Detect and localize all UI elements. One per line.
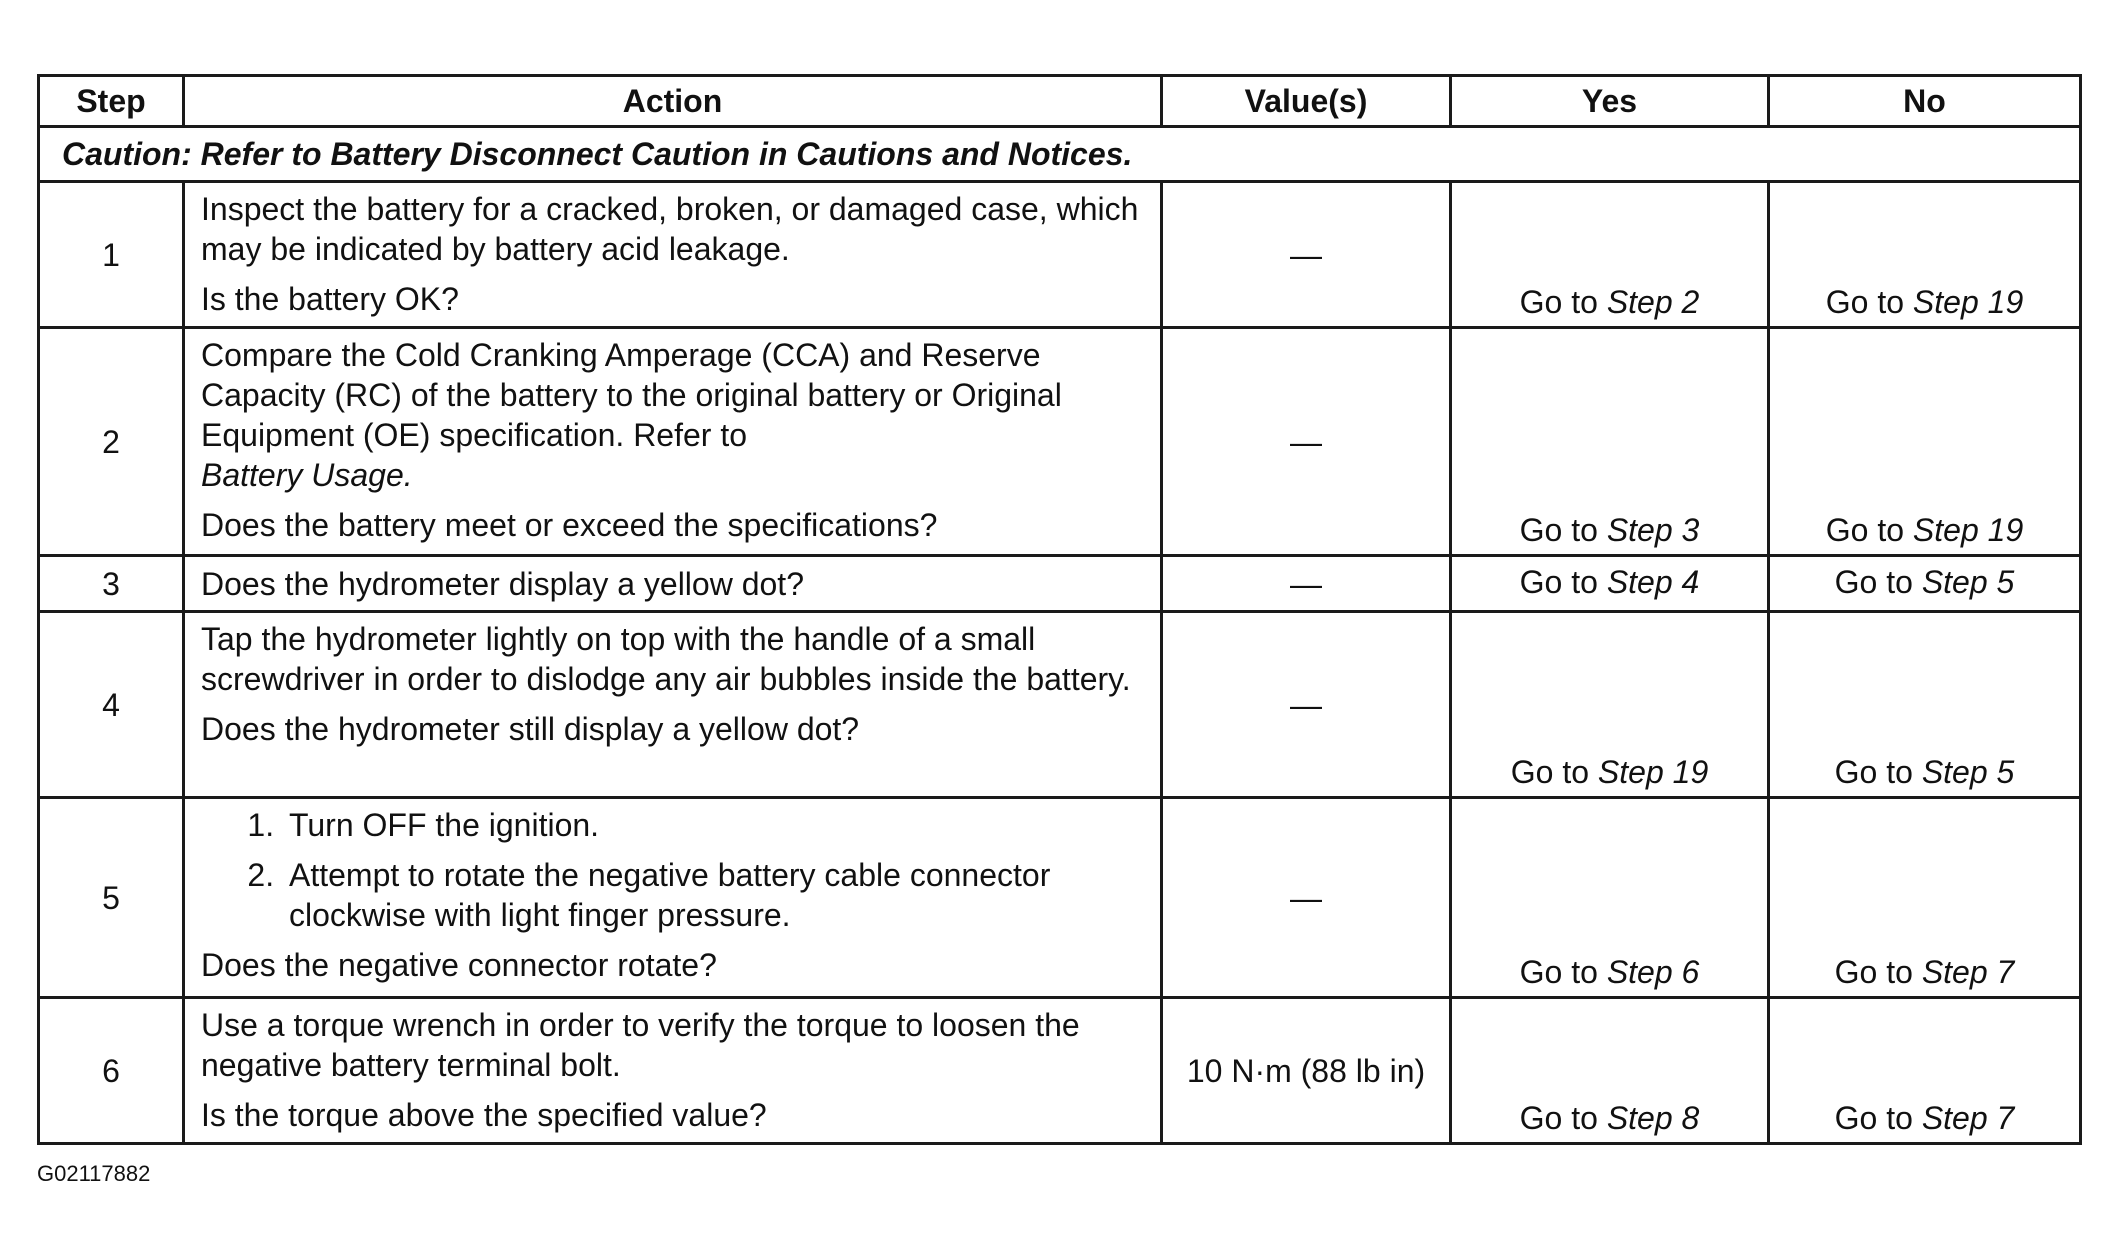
table-row [39,998,2081,1144]
action-question: Does the battery meet or exceed the specifications? [201,507,938,543]
caution-row [39,127,2081,182]
header-step: Step [39,76,184,127]
action-question: Is the battery OK? [201,281,459,317]
yes-step-link: Step 8 [1606,1100,1700,1136]
table-row [39,328,2081,556]
no-cell [1769,556,2081,612]
yes-prefix: Go to [1510,754,1598,790]
yes-prefix: Go to [1519,284,1607,320]
action-question: Does the hydrometer display a yellow dot? [201,565,804,602]
action-cell [184,556,1162,612]
action-instruction: Tap the hydrometer lightly on top with the handle of a small screwdriver in order to dislodge any air bubbles inside the battery. [201,621,1131,697]
diagnostic-table [37,74,2082,1145]
yes-step-link: Step 19 [1597,754,1709,790]
no-step-link: Step 5 [1921,754,2015,790]
no-cell [1769,612,2081,798]
action-cell [184,182,1162,328]
action-instruction: Inspect the battery for a cracked, broken, or damaged case, which may be indicated by battery acid leakage. [201,191,1139,267]
no-step-link: Step 7 [1921,1100,2015,1136]
no-cell [1769,182,2081,328]
yes-prefix: Go to [1519,512,1607,548]
yes-cell [1451,612,1769,798]
no-prefix: Go to [1834,563,1922,600]
header-yes: Yes [1451,76,1769,127]
table-row [39,798,2081,998]
no-prefix: Go to [1834,754,1922,790]
instruction-text: Compare the Cold Cranking Amperage (CCA) and Reserve Capacity (RC) of the battery to the original battery or Original Equipment (OE) specification. Refer to [201,337,1062,453]
substep-list [201,805,1150,935]
action-instruction [201,335,1150,495]
value-cell: — [1162,182,1451,328]
no-cell [1769,998,2081,1144]
no-prefix: Go to [1825,284,1913,320]
step-number: 2 [39,328,184,556]
substep-item: 2. Attempt to rotate the negative battery cable connector clockwise with light finger pressure. [283,855,1150,935]
step-number: 3 [39,556,184,612]
step-number: 6 [39,998,184,1144]
value-cell: — [1162,556,1451,612]
action-question: Does the negative connector rotate? [201,947,717,983]
action-question: Does the hydrometer still display a yellow dot? [201,711,860,747]
no-cell [1769,798,2081,998]
caution-text: Caution: Refer to Battery Disconnect Caution in Cautions and Notices. [39,127,2081,182]
action-cell [184,612,1162,798]
yes-cell [1451,998,1769,1144]
value-cell: — [1162,328,1451,556]
action-cell [184,328,1162,556]
no-prefix: Go to [1834,954,1922,990]
header-row [39,76,2081,127]
figure-id: G02117882 [37,1161,151,1186]
action-cell [184,998,1162,1144]
yes-prefix: Go to [1519,563,1607,600]
yes-cell [1451,798,1769,998]
step-number: 1 [39,182,184,328]
yes-cell [1451,556,1769,612]
table-row [39,182,2081,328]
step-number: 4 [39,612,184,798]
yes-step-link: Step 3 [1606,512,1700,548]
value-cell: — [1162,612,1451,798]
yes-prefix: Go to [1519,954,1607,990]
yes-step-link: Step 2 [1606,284,1700,320]
table-row [39,612,2081,798]
yes-cell [1451,182,1769,328]
value-cell: 10 N·m (88 lb in) [1162,998,1451,1144]
step-number: 5 [39,798,184,998]
yes-prefix: Go to [1519,1100,1607,1136]
no-step-link: Step 7 [1921,954,2015,990]
table-row [39,556,2081,612]
no-step-link: Step 19 [1912,512,2024,548]
no-prefix: Go to [1825,512,1913,548]
no-prefix: Go to [1834,1100,1922,1136]
no-step-link: Step 19 [1912,284,2024,320]
action-instruction: Use a torque wrench in order to verify the torque to loosen the negative battery terminal bolt. [201,1007,1080,1083]
yes-step-link: Step 6 [1606,954,1700,990]
header-values: Value(s) [1162,76,1451,127]
header-no: No [1769,76,2081,127]
value-cell: — [1162,798,1451,998]
action-question: Is the torque above the specified value? [201,1097,767,1133]
instruction-reference: Battery Usage. [201,457,413,493]
yes-cell [1451,328,1769,556]
no-step-link: Step 5 [1921,563,2015,600]
header-action: Action [184,76,1162,127]
no-cell [1769,328,2081,556]
substep-item: 1. Turn OFF the ignition. [283,805,1150,845]
yes-step-link: Step 4 [1606,563,1700,600]
action-cell [184,798,1162,998]
